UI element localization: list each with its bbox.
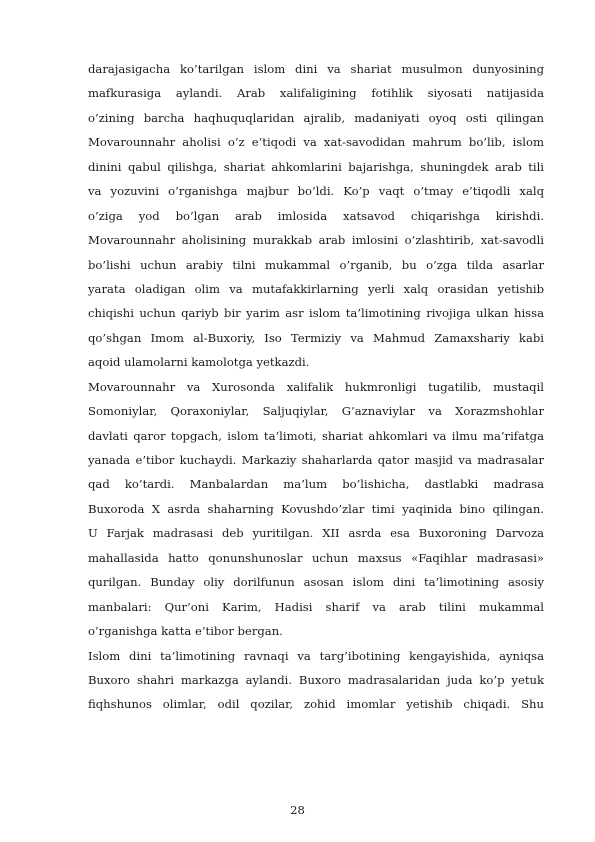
text-line: aqoid ulamolarni kamolotga yetkazdi. bbox=[88, 355, 310, 370]
text-line: va yozuvini o’rganishga majbur bo’ldi. Ko’p vaqt o’tmay e’tiqodli xalq bbox=[88, 184, 544, 199]
paragraph bbox=[88, 375, 544, 644]
text-line: o’rganishga katta e’tibor bergan. bbox=[88, 624, 283, 639]
paragraph bbox=[88, 57, 544, 375]
text-line: chiqishi uchun qariyb bir yarim asr islom ta’limotining rivojiga ulkan hissa bbox=[88, 306, 544, 321]
paragraph bbox=[88, 644, 544, 717]
text-line: o’ziga yod bo’lgan arab imlosida xatsavod chiqarishga kirishdi. bbox=[88, 208, 544, 223]
page-number: 28 bbox=[290, 803, 305, 817]
text-line: qo’shgan Imom al-Buxoriy, Iso Termiziy va Mahmud Zamaxshariy kabi bbox=[88, 330, 544, 345]
text-line: qad ko’tardi. Manbalardan ma’lum bo’lishicha, dastlabki madrasa bbox=[88, 477, 544, 492]
text-line: Buxoro shahri markazga aylandi. Buxoro madrasalaridan juda ko’p yetuk bbox=[88, 672, 544, 687]
text-line: o’zining barcha haqhuquqlaridan ajralib, madaniyati oyoq osti qilingan bbox=[88, 110, 544, 125]
text-line: manbalari: Qur’oni Karim, Hadisi sharif va arab tilini mukammal bbox=[88, 599, 544, 614]
text-line: Islom dini ta’limotining ravnaqi va targ’ibotining kengayishida, ayniqsa bbox=[88, 648, 544, 663]
text-line: davlati qaror topgach, islom ta’limoti, shariat ahkomlari va ilmu ma’rifatga bbox=[88, 428, 544, 443]
text-line: fiqhshunos olimlar, odil qozilar, zohid imomlar yetishib chiqadi. Shu bbox=[88, 697, 544, 712]
text-line: Movarounnahr aholisining murakkab arab imlosini o’zlashtirib, xat-savodli bbox=[88, 233, 544, 248]
text-line: Buxoroda X asrda shaharning Kovushdo’zlar timi yaqinida bino qilingan. bbox=[88, 501, 544, 516]
text-line: darajasigacha ko’tarilgan islom dini va shariat musulmon dunyosining bbox=[88, 62, 544, 76]
text-line: qurilgan. Bunday oliy dorilfunun asosan islom dini ta’limotining asosiy bbox=[88, 575, 544, 590]
text-line: Movarounnahr aholisi o’z e’tiqodi va xat-savodidan mahrum bo’lib, islom bbox=[88, 135, 544, 150]
text-line: mahallasida hatto qonunshunoslar uchun maxsus «Faqihlar madrasasi» bbox=[88, 550, 544, 565]
text-line: yarata oladigan olim va mutafakkirlarning yerli xalq orasidan yetishib bbox=[88, 281, 544, 296]
text-line: mafkurasiga aylandi. Arab xalifaligining fotihlik siyosati natijasida bbox=[88, 86, 544, 101]
text-line: yanada e’tibor kuchaydi. Markaziy shaharlarda qator masjid va madrasalar bbox=[88, 453, 544, 467]
text-line: Movarounnahr va Xurosonda xalifalik hukmronligi tugatilib, mustaqil bbox=[88, 379, 544, 394]
document-body bbox=[88, 57, 544, 717]
text-line: Somoniylar, Qoraxoniylar, Saljuqiylar, G’aznaviylar va Xorazmshohlar bbox=[88, 404, 544, 419]
text-line: dinini qabul qilishga, shariat ahkomlarini bajarishga, shuningdek arab tili bbox=[88, 159, 544, 174]
text-line: U Farjak madrasasi deb yuritilgan. XII asrda esa Buxoroning Darvoza bbox=[88, 526, 544, 541]
text-line: bo’lishi uchun arabiy tilni mukammal o’rganib, bu o’zga tilda asarlar bbox=[88, 257, 544, 272]
